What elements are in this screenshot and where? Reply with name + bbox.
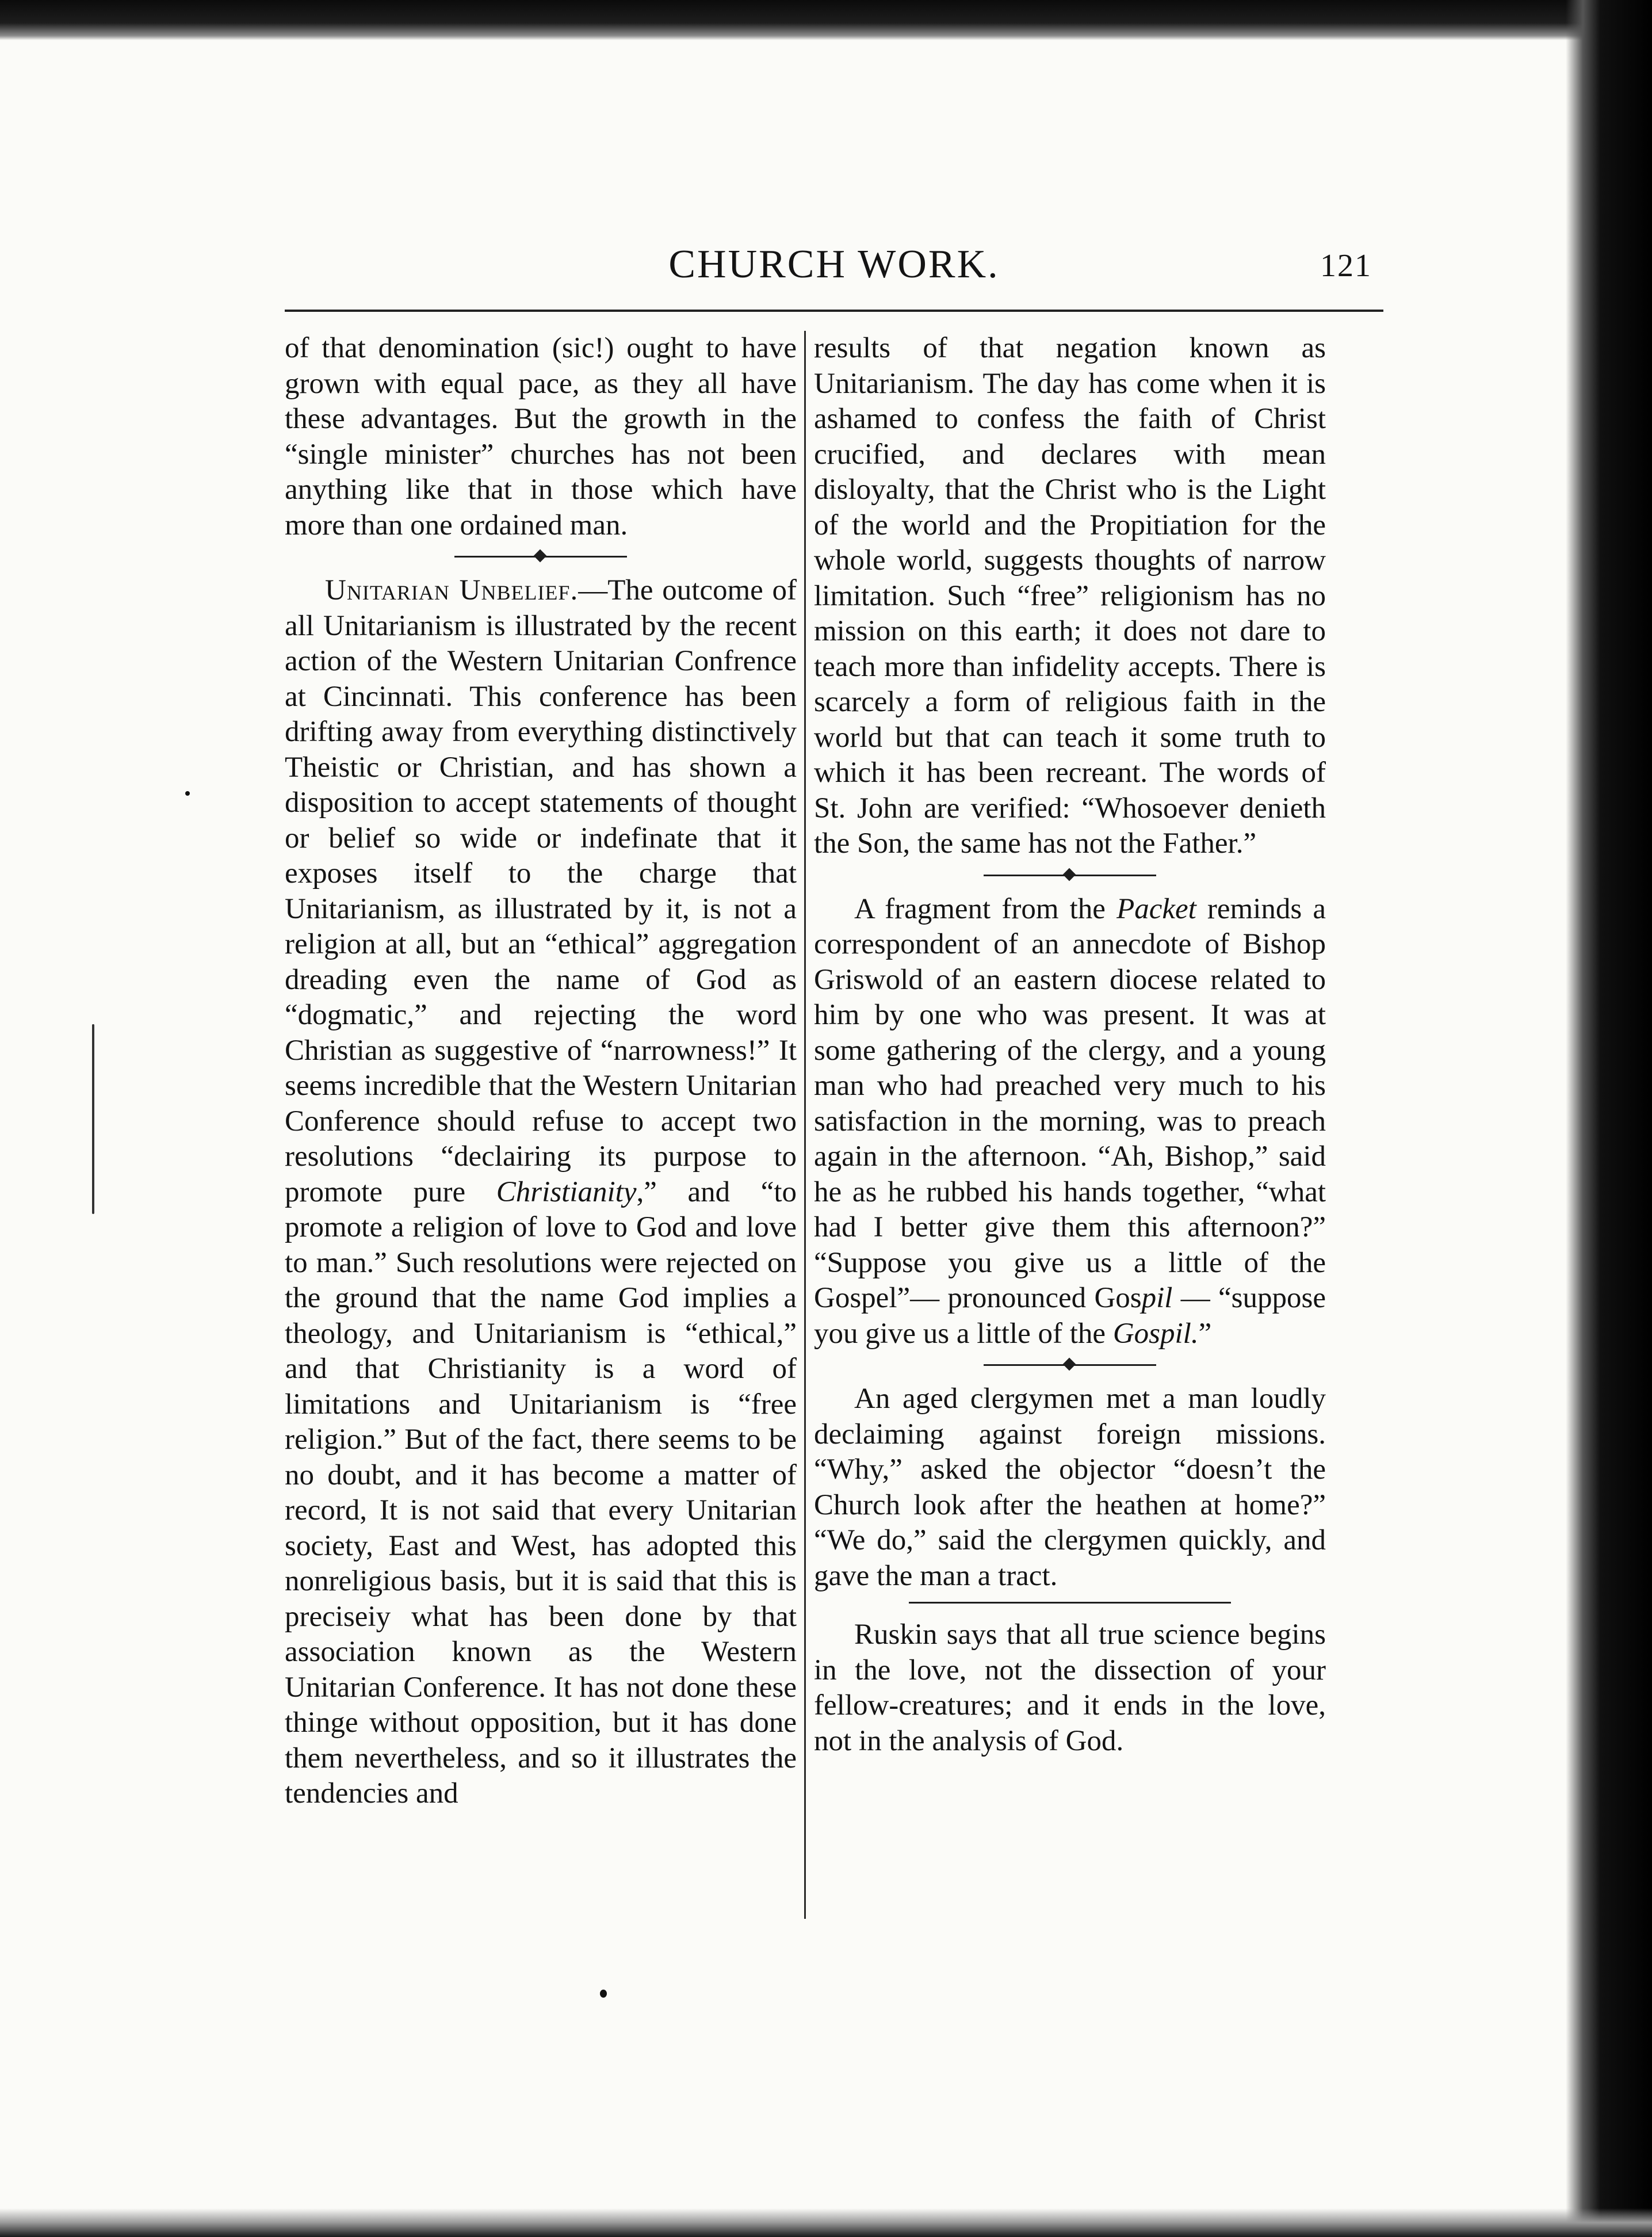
scan-edge-bottom xyxy=(0,2208,1652,2237)
paragraph-packet-fragment xyxy=(814,892,1326,1352)
scan-edge-right xyxy=(1566,0,1652,2237)
diamond-separator xyxy=(454,550,627,563)
header-rule xyxy=(285,310,1383,312)
plain-separator xyxy=(909,1602,1231,1606)
column-divider xyxy=(804,331,806,1919)
paragraph-text: — “suppose you give us a little of the xyxy=(814,1282,1326,1350)
diamond-separator xyxy=(984,1358,1156,1371)
paragraph-unitarian-unbelief xyxy=(285,573,797,1812)
right-column xyxy=(814,331,1326,1759)
paragraph-text: reminds a correspondent of an annecdote of Bishop Griswold of an eastern diocese related to him by one who was present. It was at some gathering of the clergy, and a young man who had preached very much to his satisfaction in the morning, was to preach again in the afternoon. “Ah, Bishop,” said he as he rubbed his hands together, “what had I better give them this afternoon?” “Suppose you give us a little of the Gospel”— pronounced Gos xyxy=(814,892,1326,1314)
paragraph-continuation: results of that negation known as Unitarianism. The day has come when it is ashamed to confess the faith of Christ crucified, and declares with mean disloyalty, that the Christ who is the Light of the world and the Propitiation for the whole world, suggests thoughts of narrow limitation. Such “free” religionism has no mission on this earth; it does not dare to teach more than infidelity accepts. There is scarcely a form of religious faith in the world but that can teach it some truth to which it has been recreant. The words of St. John are verified: “Whosoever denieth the Son, the same has not the Father.” xyxy=(814,332,1326,860)
italic-text: pil xyxy=(1141,1282,1173,1314)
section-heading: Unitarian Unbelief. xyxy=(325,574,579,606)
running-title: CHURCH WORK. xyxy=(668,242,1000,287)
paragraph-text: A fragment from the xyxy=(854,892,1117,925)
scan-speck xyxy=(92,1024,94,1214)
paragraph-aged-clergyman: An aged clergymen met a man loudly declaiming against foreign missions. “Why,” asked the objector “doesn’t the Church look after the heathen at home?” “We do,” said the clergymen quickly, and gave the man a tract. xyxy=(814,1383,1326,1592)
paragraph-text: —The outcome of all Unitarianism is illustrated by the recent action of the Western Unitarian Confrence at Cincinnati. This conference has been drifting away from everything distinctively Theistic or Christian, and has shown a disposition to accept statements of thought or belief so wide or indefinate that it exposes itself to the charge that Unitarianism, as illustrated by it, is not a religion at all, but an “ethical” aggregation dreading even the name of God as “dogmatic,” and rejecting the word Christian as suggestive of “narrowness!” It seems incredible that the Western Unitarian Conference should refuse to accept two resolutions “declairing its purpose to promote pure xyxy=(285,574,797,1208)
paragraph-ruskin: Ruskin says that all true science begins in the love, not the dissection of your fellow-creatures; and it ends in the love, not in the analysis of God. xyxy=(814,1618,1326,1757)
diamond-separator xyxy=(984,869,1156,881)
paragraph-text: ” xyxy=(1198,1317,1212,1350)
paragraph-text: ,” and “to promote a religion of love to God and love to man.” Such resolutions were rejected on the ground that the name God implies a theology, and Unitarianism is “ethical,” and that Christianity is a word of limitations and Unitarianism is “free religion.” But of the fact, there seems to be no doubt, and it has become a matter of record, It is not said that every Unitarian society, East and West, has adopted this nonreligious basis, but it is said that this is preciseiy what has been done by that association known as the Western Unitarian Conference. It has not done these thinge without opposition, but it has done them nevertheless, and so it illustrates the tendencies and xyxy=(285,1175,797,1810)
left-column xyxy=(285,331,797,1812)
paragraph-continuation: of that denomination (sic!) ought to have grown with equal pace, as they all have these advantages. But the growth in the “single minister” churches has not been anything like that in those which have more than one ordained man. xyxy=(285,332,797,541)
book-page xyxy=(285,242,1383,2014)
page-header xyxy=(285,242,1383,299)
page-number: 121 xyxy=(1320,248,1372,284)
italic-text: Packet xyxy=(1116,892,1196,925)
scan-edge-top xyxy=(0,0,1652,40)
scan-speck xyxy=(185,791,190,796)
italic-text: Gospil. xyxy=(1112,1317,1199,1350)
two-column-body xyxy=(285,331,1383,1999)
italic-text: Christianity xyxy=(496,1175,637,1208)
